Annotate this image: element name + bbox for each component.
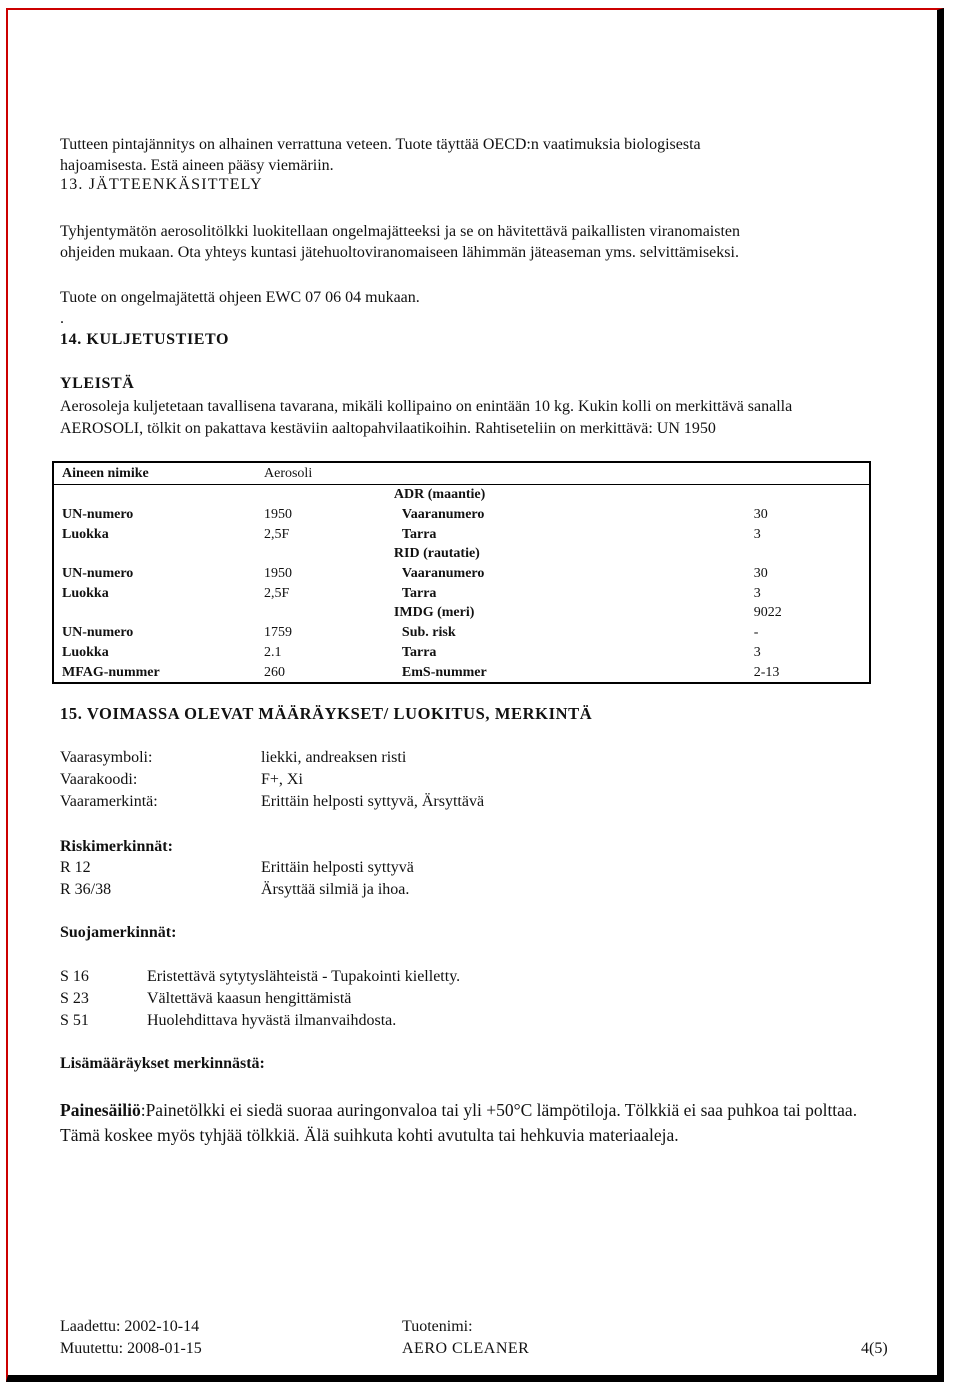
safety-code: S 16: [60, 968, 89, 985]
footer-modified: Muutettu: 2008-01-15: [60, 1340, 202, 1357]
intro-line-1: Tutteen pintajännitys on alhainen verrattuna veteen. Tuote täyttää OECD:n vaatimuksia biologisesta: [60, 136, 701, 153]
footer-product-label: Tuotenimi:: [402, 1318, 473, 1335]
table-cell: UN-numero: [62, 566, 134, 582]
substance-name-label: Aineen nimike: [53, 462, 256, 485]
table-cell: [256, 485, 377, 505]
table-cell: UN-numero: [62, 507, 134, 523]
hazard-value: F+, Xi: [261, 771, 303, 788]
table-row: [53, 524, 870, 544]
table-cell: 2,5F: [264, 526, 290, 542]
risk-text: Erittäin helposti syttyvä: [261, 859, 414, 876]
table-cell: MFAG-nummer: [62, 664, 160, 680]
safety-text: Eristettävä sytytyslähteistä - Tupakointi kielletty.: [147, 968, 461, 985]
table-cell: Tarra: [401, 644, 437, 660]
section-13-para-line-2: ohjeiden mukaan. Ota yhteys kuntasi jätehuoltoviranomaiseen lähimmän jäteaseman yms. selvittämiseksi.: [60, 244, 739, 261]
table-cell: Tarra: [401, 526, 437, 542]
table-cell: 1950: [264, 566, 292, 582]
hazard-label: Vaarakoodi:: [60, 771, 138, 788]
table-cell: [746, 485, 870, 505]
table-cell: 260: [264, 664, 285, 680]
page-border: [6, 8, 944, 1382]
section-13-para-line-1: Tyhjentymätön aerosolitölkki luokitellaan ongelmajätteeksi ja se on hävitettävä paikallisten viranomaisten: [60, 223, 741, 240]
table-cell: Sub. risk: [401, 625, 456, 641]
table-cell: [256, 603, 377, 623]
table-cell: ADR (maantie): [393, 487, 486, 503]
section-13-ewc: Tuote on ongelmajätettä ohjeen EWC 07 06 04 mukaan.: [60, 289, 420, 306]
footer-prepared: Laadettu: 2002-10-14: [60, 1318, 200, 1335]
extra-title: Lisämääräykset merkinnästä:: [60, 1055, 265, 1072]
section-14-subtitle: YLEISTÄ: [60, 375, 135, 392]
footer-page-number: 4(5): [861, 1340, 888, 1357]
risk-code: R 36/38: [60, 881, 112, 898]
table-cell: 30: [753, 566, 768, 582]
table-row: [53, 623, 870, 643]
table-cell: 1759: [264, 625, 292, 641]
table-cell: Tarra: [401, 585, 437, 601]
table-cell: 3: [753, 585, 761, 601]
table-cell: 3: [753, 526, 761, 542]
table-row-substance: [53, 462, 870, 485]
table-row: [53, 505, 870, 525]
table-cell: 2,5F: [264, 585, 290, 601]
risk-text: Ärsyttää silmiä ja ihoa.: [261, 881, 410, 898]
table-cell: 9022: [753, 605, 782, 621]
table-row: [53, 662, 870, 683]
safety-text: Vältettävä kaasun hengittämistä: [147, 990, 352, 1007]
hazard-label: Vaarasymboli:: [60, 749, 153, 766]
safety-title: Suojamerkinnät:: [60, 924, 177, 941]
footer-product-name: AERO CLEANER: [402, 1340, 530, 1357]
safety-code: S 23: [60, 990, 89, 1007]
table-cell: 1950: [264, 507, 292, 523]
substance-name-value: Aerosoli: [256, 462, 870, 485]
table-section-heading: [53, 603, 870, 623]
hazard-value: liekki, andreaksen risti: [261, 749, 407, 766]
table-cell: [746, 544, 870, 564]
table-row: [53, 643, 870, 663]
table-cell: 2-13: [753, 664, 780, 680]
section-13-dot: .: [60, 310, 64, 327]
risk-title: Riskimerkinnät:: [60, 838, 173, 855]
table-cell: [53, 544, 256, 564]
table-section-heading: [53, 485, 870, 505]
table-cell: Vaaranumero: [401, 507, 485, 523]
table-cell: [53, 485, 256, 505]
table-cell: IMDG (meri): [393, 605, 475, 621]
pressure-text: :Painetölkki ei siedä suoraa auringonvaloa tai yli +50°C lämpötiloja. Tölkkiä ei saa puhkoa tai polttaa. Tämä koskee myös tyhjää tölkkiä. Älä suihkuta kohti avutulta tai hehkuvia materiaaleja.: [60, 1100, 858, 1145]
table-cell: RID (rautatie): [393, 546, 480, 562]
safety-code: S 51: [60, 1012, 89, 1029]
table-cell: [256, 544, 377, 564]
section-14-para-line-2: AEROSOLI, tölkit on pakattava kestäviin aaltopahvilaatikoihin. Rahtiseteliin on merkittävä: UN 1950: [60, 420, 716, 437]
hazard-value: Erittäin helposti syttyvä, Ärsyttävä: [261, 793, 485, 810]
pressure-label: Painesäiliö: [60, 1100, 141, 1120]
safety-text: Huolehdittava hyvästä ilmanvaihdosta.: [147, 1012, 397, 1029]
pressure-warning: [60, 1098, 880, 1148]
section-15-title: 15. VOIMASSA OLEVAT MÄÄRÄYKSET/ LUOKITUS, MERKINTÄ: [60, 704, 593, 723]
table-cell: Luokka: [62, 526, 109, 542]
table-section-heading: [53, 544, 870, 564]
table-cell: -: [753, 625, 759, 641]
table-cell: Luokka: [62, 644, 109, 660]
table-cell: Luokka: [62, 585, 109, 601]
section-13-title: 13. JÄTTEENKÄSITTELY: [60, 176, 263, 193]
table-cell: Vaaranumero: [401, 566, 485, 582]
table-cell: 30: [753, 507, 768, 523]
section-14-title: 14. KULJETUSTIETO: [60, 331, 230, 348]
table-row: [53, 564, 870, 584]
table-cell: 2.1: [264, 644, 282, 660]
risk-code: R 12: [60, 859, 91, 876]
table-cell: EmS-nummer: [401, 664, 487, 680]
transport-table: [52, 461, 871, 684]
table-cell: 3: [753, 644, 761, 660]
hazard-label: Vaaramerkintä:: [60, 793, 158, 810]
table-row: [53, 583, 870, 603]
section-14-para-line-1: Aerosoleja kuljetetaan tavallisena tavarana, mikäli kollipaino on enintään 10 kg. Kukin kolli on merkittävä sanalla: [60, 398, 793, 415]
intro-line-2: hajoamisesta. Estä aineen pääsy viemäriin.: [60, 157, 334, 174]
table-cell: UN-numero: [62, 625, 134, 641]
table-cell: [53, 603, 256, 623]
